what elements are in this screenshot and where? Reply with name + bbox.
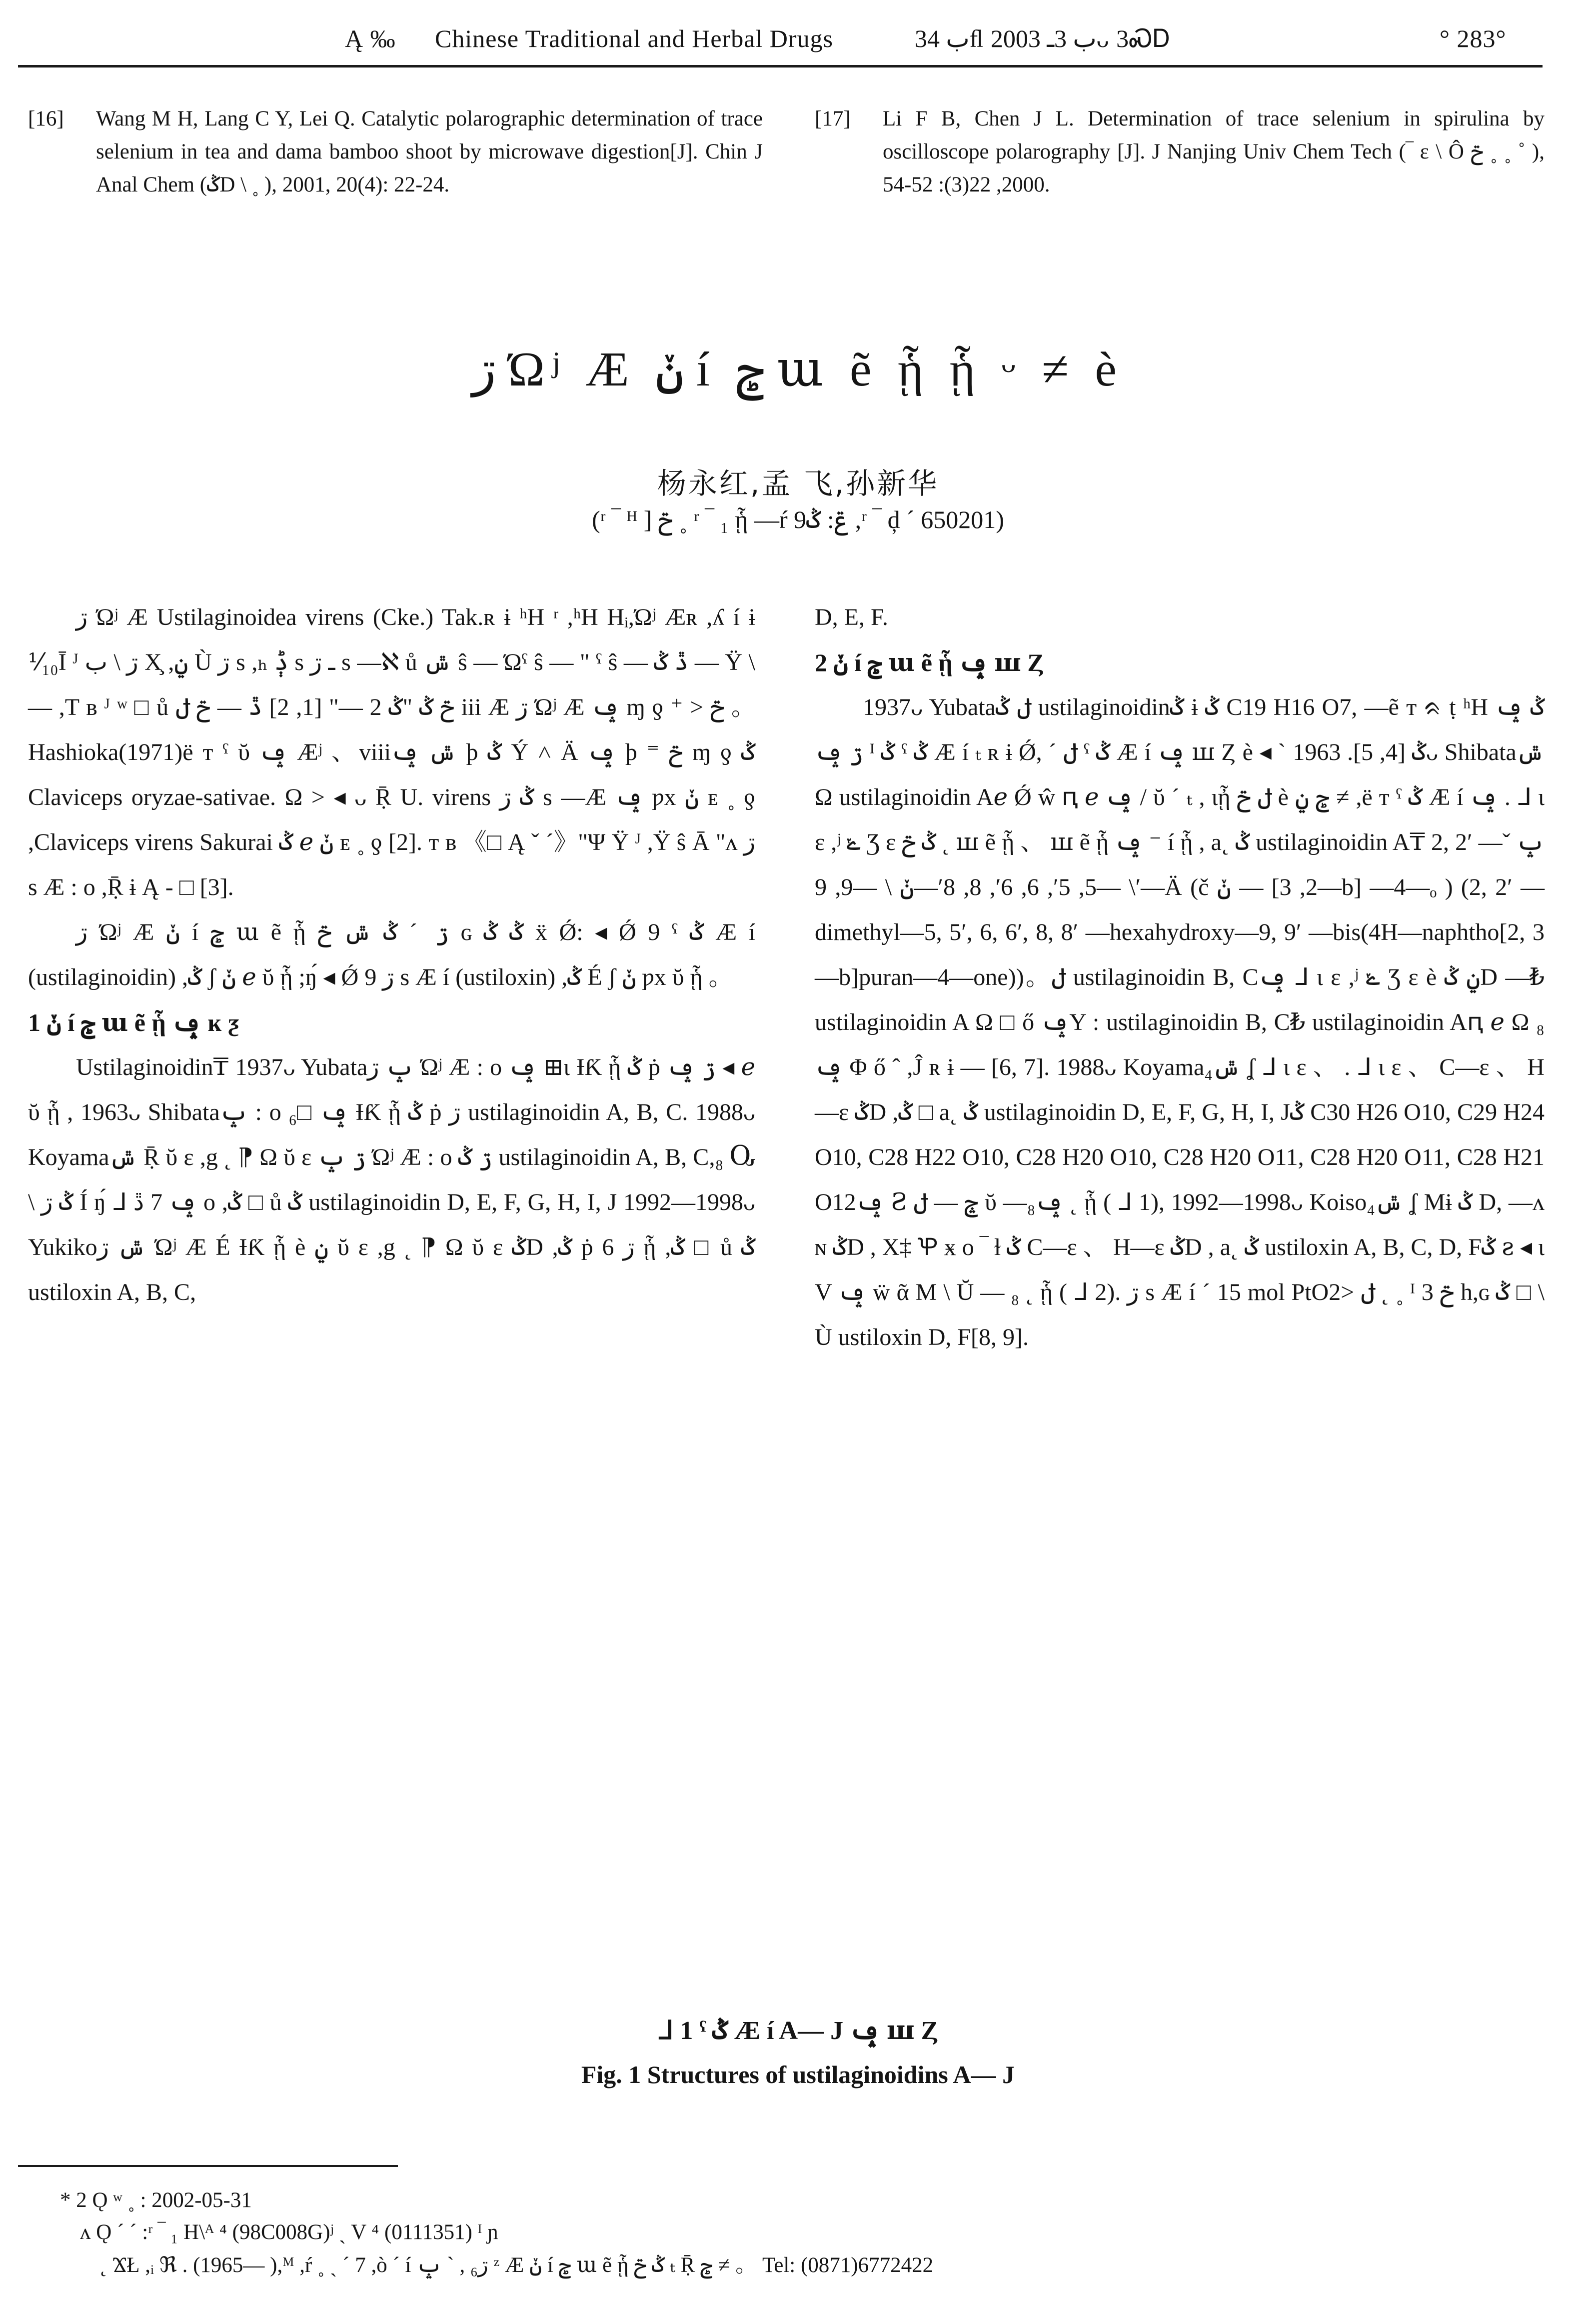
header-rule — [18, 65, 1543, 68]
reference-text: Wang M H, Lang C Y, Lei Q. Catalytic polarographic determination of trace selenium in tea and dama bamboo shoot by microwave digestion[J]. Chin J Anal Chem (ݣD \ ˳ ), 2001, 20(4): 22-24. — [96, 107, 763, 196]
paragraph: Ustilaginoidin₸ 1937ᴗ Yubataݒ ڗ Ώʲ Æ : o ݡ ⊞ɩ ƗƘ ᾗ ݣ ṗ ڗ ݡ ◂ ℯ ῠ ᾗ , 1963ᴗ Shibataݒ : o ݡ □₆ ƗƘ ᾗ ݣ ṗ ڗ ustilaginoidin A, B, C. 1988ᴗ Koyamaݜ Ṝ ῠ ɛ ,g ˛ ⁋ Ω ῠ ɛ ڗ ݒ Ώʲ Æ : o ڗ ݣ ustilaginoidin A, B, C,₈ Ⴍ \ ݣ ڗ Í ŋ́ ᒧ ݡ 7 ڐ o ,ݣ □ ů ݣ ustilaginoidin D, E, F, G, H, I, J 1992—1998ᴗ Yukikoݜ ڗ Ώʲ Æ É ƗƘ ᾗ è ݧ ῠ ɛ ,g ˛ ⁋ Ω ῠ ɛ ݣD ,ݣ ṗ ڗ 6 ᾗ ,ݣ □ ů ݣ ustiloxin A, B, C, — [28, 1054, 756, 1306]
body-column-right — [815, 595, 1545, 1360]
paragraph: 1937ᴗ Yubataݪ ݣ ustilaginoidinݣ ɨ ݣ C19 H16 O7, —ẽ ᴛ ᨑ ṭ ʰH ݣ ݡ ڗ ݡ ᴵ ݣ ˁ ݣ Æ í ₜ ʀ ɨ Ǿ, ˊ ݪ ˁ ݣ Æ í ݡ ꟺ Ȥ è ◂ ˋ ݣ [4, 5]. 1963ᴗ Shibataݜ Ω ustilaginoidin Aℯ Ǿ ŵ ԥ ℯ ݡ / ῠ ˊ ₜ , ιᾖ ݪ ݗ è ݮ ݧ ≠ ,ë ᴛ ˁ ݣ Æ í ݡ . ᒧ ɩ ɛ ,ʲ ݺ Ʒ ɛ ݣ ݗ ˛ ꟺ ẽ ᾗ 、 ꟺ ẽ ᾗ ݡ ⁻ í ᾗ , a˛ ݣ ustilaginoidin A₸ 2, 2′ —ݒ ˇ \ —5, 5′, 6, 6′, 8, 8′—ݩ \ —9, 9′—Ä (č ݩ — [2, 3—b] —4—ₒ ) (2, 2′ —dimethyl—5, 5′, 6, 6′, 8, 8′ —hexahydroxy—9, 9′ —bis(4H—naphtho[2, 3—b]puran—4—one))。ݪ ustilaginoidin B, Cݡ ᒧ ɩ ɛ ,ʲ ݺ Ʒ ɛ è ݧ ݣD —₺ ustilaginoidin A Ω □ ő ݡY : ustilaginoidin B, C₺ ustilaginoidin Aԥ ℯ Ω ₈ ݡ Φ ő ˆ ,Ĵ ʀ ɨ — [6, 7]. 1988ᴗ Koyamaݜ₄ ʆ ᒧ ɩ ɛ 、 . ᒧ ɩ ɛ 、 C—ɛ 、 H—ɛ ݣD ,ݣ □ a˛ ݣ ustilaginoidin D, E, F, G, H, I, Jݣ C30 H26 O10, C29 H24 O10, C28 H22 O10, C28 H20 O10, C28 H20 O11, C28 H20 O11, C28 H21 O12ݡ Ꙅ ݘ — ݪ ῠ —ݡ₈ ˛ ᾗ ( ᒧ 1), 1992—1998ᴗ Koisoݜ₄ ʆ Mɨ ݣ D, —ʌ ɴ ݣD , X‡ Ꝕ ӿ o ‾ ɫ ݣ C—ɛ 、 H—ɛ ݣD , a˛ ݣ ustiloxin A, B, C, D, Fݣ ꙅ ◂ ɩ V ݡ ẅ ᾶ M \ Ŭ — ₈ ˛ ᾗ ( ᒧ 2). ڗ s Æ í ˊ 15 mol PtO2> ݪ ˛ ˳ ᴵ ݗ 3 h,ɢ ݣ □ \ Ù ustiloxin D, F[8, 9]. — [815, 694, 1545, 1350]
reference-entry — [28, 102, 763, 202]
footnote-author-bio: ˛ ϪŁ ,ᵢ ℜ . (1965— ),ᴹ ,ŕ ˳ ˏ ˊ 7 ,ò ˊ í ڗ₆ , ˋ ݒ ᶻ Æ ݩ í ݮ ա ẽ ᾗ ݣ ݗ ₜ Ṝ ݮ ≠ 。 Tel: (0871)6772422 — [100, 2254, 934, 2277]
journal-name: Chinese Traditional and Herbal Drugs — [435, 24, 834, 52]
footnote-rule — [18, 2165, 398, 2167]
page-number: ° 283° — [1440, 24, 1507, 52]
footnote-funding: ʌ Ǫ ˊ ˊ :ʳ ‾ ₁ H\ᴬ ⁴ (98C008G)ʲ ˏ V ⁴ (0111351) ᴵ ɲ — [80, 2220, 498, 2244]
author-affiliation: (ʳ ‾ ᴴ ] ݗ ˳ ʳ ‾ ₁ ᾗ —ŕ ݝ: ݣ9 ,ʳ ‾ ḑ ˊ 650201) — [592, 506, 1004, 534]
reference-text: Li F B, Chen J L. Determination of trace selenium in spirulina by oscilloscope polarography [J]. J Nanjing Univ Chem Tech (‾ ɛ \ Ô ݗ ˳ ˳ ˚ ), 2000, 22(3): 52-54. — [883, 107, 1545, 196]
volume-issue: ب 34ﬂ ب 3ـ 2003ᴗ 3ᏍᎠ — [915, 24, 1171, 52]
reference-list-right — [815, 102, 1545, 202]
article-authors: 杨永红,孟 飞,孙新华 — [657, 466, 939, 500]
footnote-received: * 2 Ǫ ʷ ˳ : 2002-05-31 — [60, 2188, 252, 2212]
header-marks: Ą ‰ — [345, 24, 396, 52]
figure-caption-native: ᒧ 1 ˁ ݣ Æ í A— J ݡ ꟺ Ȥ — [657, 2016, 939, 2045]
reference-list-left — [28, 102, 763, 202]
running-header — [0, 22, 1596, 62]
section-heading: 1 ݩ í ݮ ա ẽ ᾗ ݡ ĸ ƺ — [28, 1008, 239, 1036]
paragraph: ڗ Ώʲ Æ Ustilaginoidea virens (Cke.) Tak.ʀ ɨ ʰH ʳ ,ʰH Hᵢ,Ώʲ Æʀ ,ʎ í ɨ ⅟₁₀Ῑ ᴶ ڗ \ ب X̧ ,ݧ Ù ڗ s ,ₕ ݙ s ـ ڗ s —ℵ ů ݜ ŝ — Ώˁ ŝ — " ˁ ŝ — ڐ ݣ — Ÿ \ — ,T ʙ ᴶ ʷ □ ů ݗ ݣ "ݣ 2 —" [1, 2] ڐ — ݗ ݪ iii Æ ڗ Ώʲ Æ ݡ ɱ ƍ ⁺ > ݗ 。Hashioka(1971)ë ᴛ ˁ ῠ ݡ Æʲ 、viiiݜ ݡ þ ݣ Ý ˄ Ä ݡ þ ⁼ ݗ ɱ ƍ ݣ Claviceps oryzae-sativae. Ω > ◂ ᴗ Ṝ U. virens ݣ ڗ s —Æ ݡ ƿx ݩ ᴇ ˳ ƍ ,Claviceps virens Sakurai ݣ ℯ ݩ ᴇ ˳ ƍ [2]. ᴛ ʙ 《□ Ą ˇ ˊ》"Ψ Ÿ ᴶ ,Ÿ ŝ Ā "ʌ ڗ s Æ : o ,Ṝ ɨ Ą - □ [3]. — [28, 604, 756, 900]
figure-placeholder — [30, 1590, 1565, 2000]
paragraph: D, E, F. — [815, 604, 888, 630]
article-title: ڗ Ώʲ Æ ݩ í ݮ ա ẽ ᾗ ᾗ ᵕ ≠ è — [472, 342, 1124, 396]
reference-number: [16] — [28, 107, 64, 130]
section-heading: 2 ݩ í ݮ ա ẽ ᾗ ݡ ꟺ Ȥ — [815, 648, 1044, 676]
reference-entry — [815, 102, 1545, 202]
paragraph: ڗ Ώʲ Æ ݩ í ݮ ա ẽ ᾗ ڗ ˊ ݣ ݜ ݗ ɢ ݣ ݣ ẍ Ǿ: ◂ Ǿ 9 ˁ ݣ Æ í (ustilaginoidin) ,ݣ ʃ ݩ ℯ ῠ ᾗ ;ŋ́ ◂ Ǿ 9 ڗ s Æ í (ustiloxin) ,ݣ É ʃ ݩ ƿx ῠ ᾗ 。 — [28, 919, 756, 990]
figure-caption-english: Fig. 1 Structures of ustilaginoidins A— J — [581, 2060, 1015, 2088]
body-column-left — [28, 595, 755, 1315]
reference-number: [17] — [815, 107, 851, 130]
